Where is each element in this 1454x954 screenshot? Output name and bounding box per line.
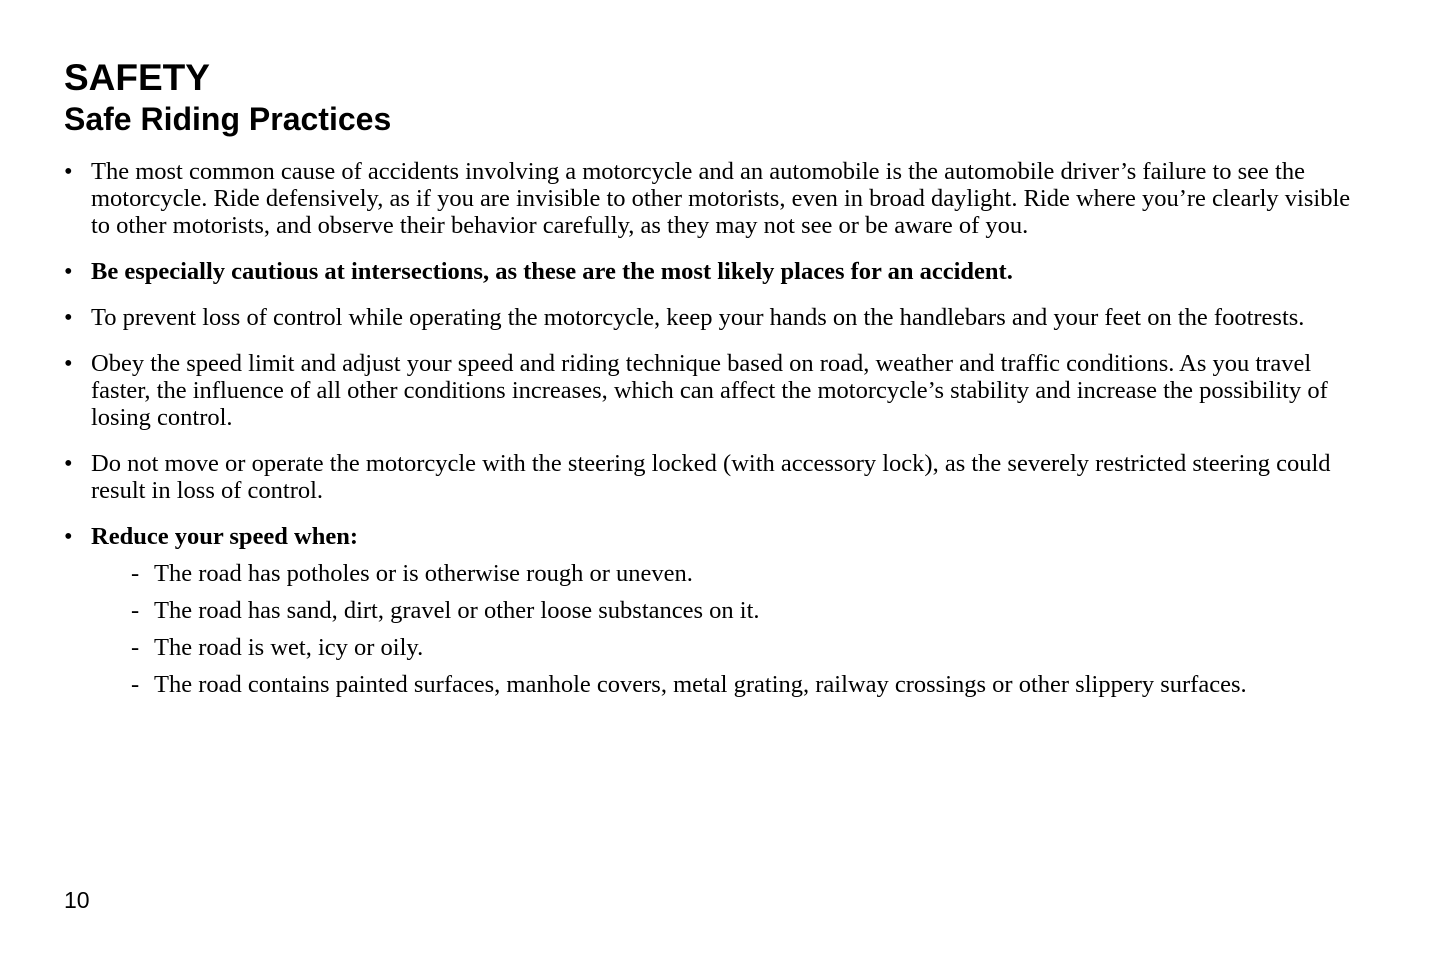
dash-icon: - (131, 597, 140, 624)
bullet-text: The most common cause of accidents involving a motorcycle and an automobile is the automobile driver’s failure to see the motorcycle. Ride defensively, as if you are invisible to other motorists, even in broad daylight. Ride where you’re clearly visible to other motorists, and observe their behavior carefully, as they may not see or be aware of you. (91, 158, 1351, 239)
bullet-text: Do not move or operate the motorcycle with the steering locked (with accessory lock), as the severely restricted steering could result in loss of control. (91, 450, 1331, 504)
bullet-intersections (64, 258, 1374, 285)
bullet-icon: • (64, 258, 73, 285)
condition-text: The road has sand, dirt, gravel or other loose substances on it. (154, 597, 760, 624)
bullet-text: To prevent loss of control while operating the motorcycle, keep your hands on the handlebars and your feet on the footrests. (91, 304, 1305, 331)
section-title: SAFETY (64, 57, 210, 98)
page-number: 10 (64, 887, 90, 913)
condition-text: The road is wet, icy or oily. (154, 634, 424, 661)
condition-item (131, 634, 1374, 661)
safety-bullet-list (64, 158, 1374, 717)
bullet-icon: • (64, 523, 73, 550)
bullet-reduce-speed (64, 523, 1374, 698)
bullet-speed-limit (64, 350, 1374, 431)
bullet-icon: • (64, 158, 73, 185)
dash-icon: - (131, 634, 140, 661)
condition-item (131, 671, 1374, 698)
condition-text: The road has potholes or is otherwise rough or uneven. (154, 560, 693, 587)
dash-icon: - (131, 560, 140, 587)
bullet-steering-lock (64, 450, 1374, 504)
condition-text: The road contains painted surfaces, manhole covers, metal grating, railway crossings or other slippery surfaces. (154, 671, 1247, 698)
condition-item (131, 560, 1374, 587)
condition-item (131, 597, 1374, 624)
bullet-text: Be especially cautious at intersections, as these are the most likely places for an accident. (91, 258, 1013, 285)
dash-icon: - (131, 671, 140, 698)
bullet-text: Reduce your speed when: (91, 523, 359, 550)
reduce-speed-conditions (91, 560, 1374, 698)
bullet-icon: • (64, 304, 73, 331)
bullet-visibility (64, 158, 1374, 239)
bullet-text: Obey the speed limit and adjust your speed and riding technique based on road, weather and traffic conditions. As you travel faster, the influence of all other conditions increases, which can affect the motorcycle’s stability and increase the possibility of losing control. (91, 350, 1328, 431)
bullet-control (64, 304, 1374, 331)
bullet-icon: • (64, 350, 73, 377)
bullet-icon: • (64, 450, 73, 477)
section-subtitle: Safe Riding Practices (64, 101, 392, 137)
